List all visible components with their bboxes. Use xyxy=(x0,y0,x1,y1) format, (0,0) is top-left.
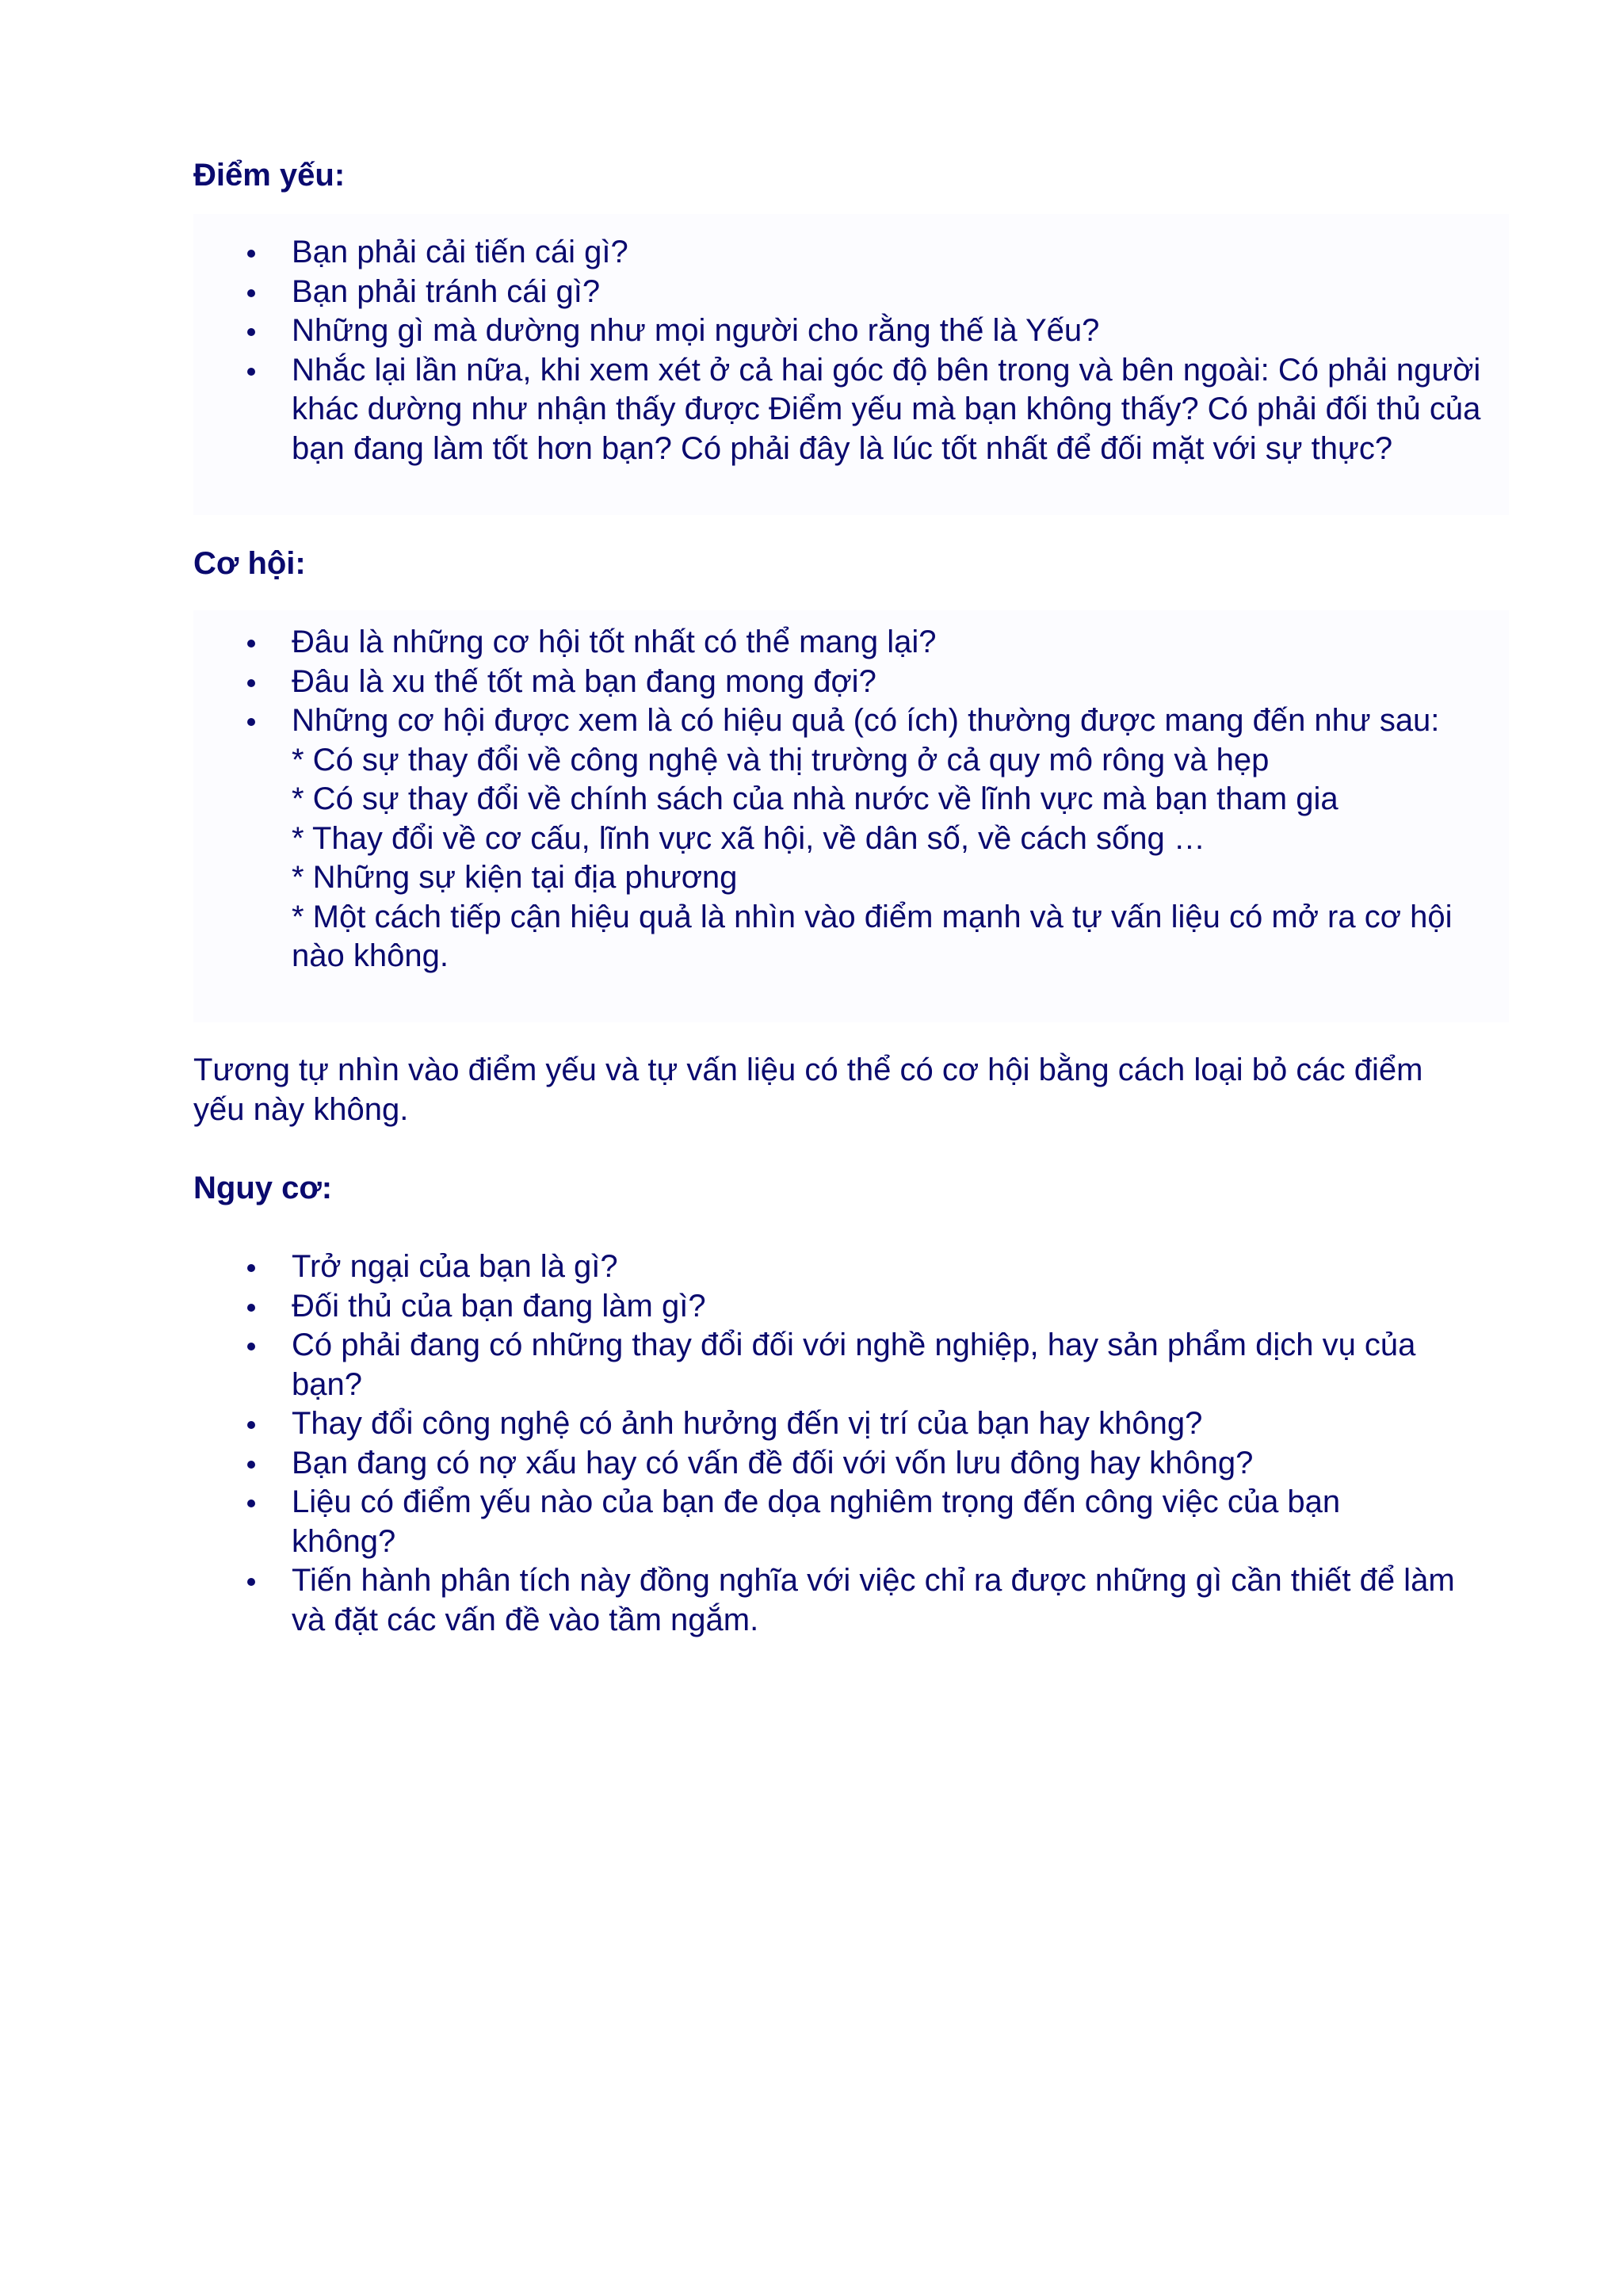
bullet-icon xyxy=(247,640,255,648)
opportunity-sub-line: * Những sự kiện tại địa phương xyxy=(292,860,738,895)
threats-section xyxy=(193,1168,1509,1208)
bullet-icon xyxy=(247,1343,255,1350)
bullet-icon xyxy=(247,328,255,336)
bullet-icon xyxy=(247,679,255,687)
weaknesses-list xyxy=(193,233,1509,468)
list-item: Đâu là những cơ hội tốt nhất có thể mang lại? xyxy=(193,623,1509,663)
list-item: Nhắc lại lần nữa, khi xem xét ở cả hai góc độ bên trong và bên ngoài: Có phải người khác dường như nhận thấy được Điểm yếu mà bạn không thấy? Có phải đối thủ của bạn đang làm tốt hơn bạn? Có phải đây là lúc tốt nhất để đối mặt với sự thực? xyxy=(193,351,1509,469)
list-item: Những gì mà dường như mọi người cho rằng thế là Yếu? xyxy=(193,311,1509,351)
bullet-icon xyxy=(247,289,255,297)
weaknesses-heading: Điểm yếu: xyxy=(193,158,346,193)
list-item: Tiến hành phân tích này đồng nghĩa với việc chỉ ra được những gì cần thiết để làm và đặt các vấn đề vào tầm ngắm. xyxy=(193,1561,1509,1640)
opportunities-paragraph: Tương tự nhìn vào điểm yếu và tự vấn liệu có thể có cơ hội bằng cách loại bỏ các điểm yếu này không. xyxy=(193,1052,1423,1127)
threats-list xyxy=(193,1247,1509,1640)
threats-list-wrap xyxy=(193,1247,1509,1640)
opportunities-heading: Cơ hội: xyxy=(193,546,306,581)
list-item: Trở ngại của bạn là gì? xyxy=(193,1247,1509,1287)
bullet-icon xyxy=(247,1304,255,1312)
list-item: Bạn phải tránh cái gì? xyxy=(193,273,1509,312)
list-item: Thay đổi công nghệ có ảnh hưởng đến vị trí của bạn hay không? xyxy=(193,1404,1509,1444)
bullet-icon xyxy=(247,718,255,726)
list-item: Những cơ hội được xem là có hiệu quả (có ích) thường được mang đến như sau: * Có sự thay đổi về công nghệ và thị trường ở cả quy mô rông và hẹp * Có sự thay đổi về chính sách của nhà nước về lĩnh vực mà bạn tham gia * Thay đổi về cơ cấu, lĩnh vực xã hội, về dân số, về cách sống … * Những sự kiện tại địa phương * Một cách tiếp cận hiệu quả là nhìn vào điểm mạnh và tự vấn liệu có mở ra cơ hội nào không. xyxy=(193,701,1509,976)
bullet-icon xyxy=(247,1461,255,1469)
bullet-icon xyxy=(247,1421,255,1429)
bullet-icon xyxy=(247,1499,255,1507)
list-item: Bạn đang có nợ xấu hay có vấn đề đối với vốn lưu đông hay không? xyxy=(193,1444,1509,1484)
bullet-icon xyxy=(247,1578,255,1586)
bullet-icon xyxy=(247,250,255,258)
opportunities-paragraph-wrap xyxy=(193,1051,1509,1129)
opportunities-list xyxy=(193,623,1509,976)
threats-heading: Nguy cơ: xyxy=(193,1171,333,1205)
opportunity-sub-line: * Một cách tiếp cận hiệu quả là nhìn vào điểm mạnh và tự vấn liệu có mở ra cơ hội nào không. xyxy=(292,899,1453,973)
list-item: Bạn phải cải tiến cái gì? xyxy=(193,233,1509,273)
opportunity-sub-line: * Có sự thay đổi về công nghệ và thị trường ở cả quy mô rông và hẹp xyxy=(292,742,1270,777)
bullet-icon xyxy=(247,368,255,376)
list-item: Đối thủ của bạn đang làm gì? xyxy=(193,1287,1509,1327)
weaknesses-section xyxy=(193,155,1509,195)
opportunity-sub-line: * Có sự thay đổi về chính sách của nhà nước về lĩnh vực mà bạn tham gia xyxy=(292,781,1338,816)
bullet-icon xyxy=(247,1264,255,1272)
opportunities-list-wrap xyxy=(193,623,1509,976)
weaknesses-list-wrap xyxy=(193,233,1509,468)
list-item: Đâu là xu thế tốt mà bạn đang mong đợi? xyxy=(193,663,1509,702)
list-item: Có phải đang có những thay đổi đối với nghề nghiệp, hay sản phẩm dịch vụ của bạn? xyxy=(193,1326,1509,1404)
opportunity-sub-line: * Thay đổi về cơ cấu, lĩnh vực xã hội, về dân số, về cách sống … xyxy=(292,820,1205,856)
opportunities-section xyxy=(193,544,1509,583)
list-item: Liệu có điểm yếu nào của bạn đe dọa nghiêm trọng đến công việc của bạn không? xyxy=(193,1483,1509,1561)
